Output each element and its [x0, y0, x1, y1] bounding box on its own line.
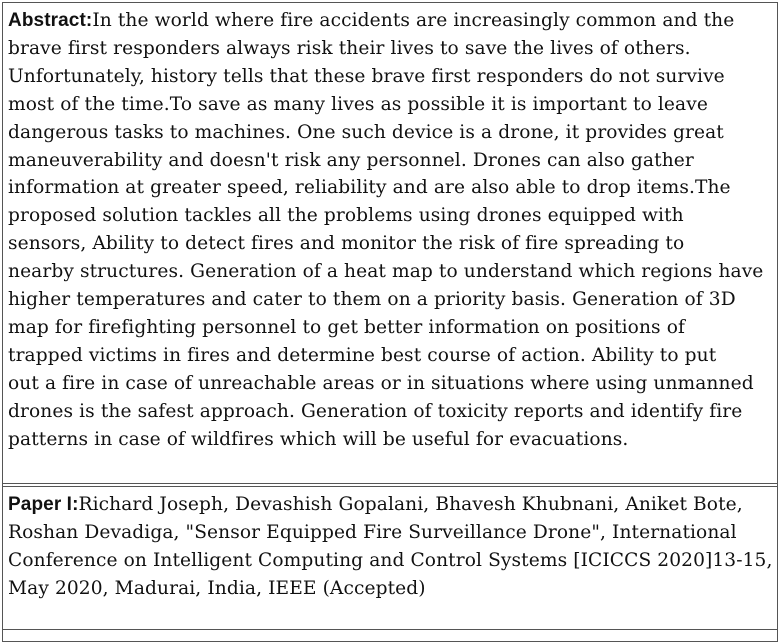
abstract-line: higher temperatures and cater to them on a priority basis. Generation of 3D [8, 289, 736, 311]
paper-line: Roshan Devadiga, "Sensor Equipped Fire Surveillance Drone", International [8, 521, 737, 543]
paper-line: May 2020, Madurai, India, IEEE (Accepted) [8, 577, 426, 599]
abstract-line: drones is the safest approach. Generation of toxicity reports and identify fire [8, 400, 743, 422]
abstract-line: most of the time.To save as many lives as possible it is important to leave [8, 93, 708, 115]
abstract-line: proposed solution tackles all the problems using drones equipped with [8, 205, 684, 227]
abstract-line: out a fire in case of unreachable areas or in situations where using unmanned [8, 372, 754, 394]
next-row [3, 632, 777, 638]
paper-text: Richard Joseph, Devashish Gopalani, Bhavesh Khubnani, Aniket Bote, [78, 494, 743, 515]
document-table [2, 2, 778, 642]
paper-line [8, 491, 773, 519]
abstract-line: dangerous tasks to machines. One such device is a drone, it provides great [8, 121, 724, 143]
paper-label: Paper I: [8, 494, 79, 515]
abstract-text: In the world where fire accidents are increasingly common and the [92, 10, 735, 31]
abstract-label: Abstract: [8, 10, 93, 31]
abstract-line: maneuverability and doesn't risk any personnel. Drones can also gather [8, 149, 694, 171]
paper-cell [3, 486, 777, 630]
abstract-line: map for firefighting personnel to get better information on positions of [8, 316, 685, 338]
abstract-line: information at greater speed, reliability and are also able to drop items.The [8, 177, 731, 199]
abstract-line: Unfortunately, history tells that these brave first responders do not survive [8, 65, 725, 87]
abstract-line: patterns in case of wildfires which will be useful for evacuations. [8, 428, 629, 450]
abstract-line: nearby structures. Generation of a heat map to understand which regions have [8, 261, 764, 283]
paper-line: Conference on Intelligent Computing and Control Systems [ICICCS 2020]13-15, [8, 549, 773, 571]
abstract-line [8, 7, 773, 35]
abstract-cell [3, 3, 777, 484]
abstract-line: brave first responders always risk their lives to save the lives of others. [8, 37, 691, 59]
abstract-line: sensors, Ability to detect fires and monitor the risk of fire spreading to [8, 233, 685, 255]
abstract-line: trapped victims in fires and determine best course of action. Ability to put [8, 344, 717, 366]
